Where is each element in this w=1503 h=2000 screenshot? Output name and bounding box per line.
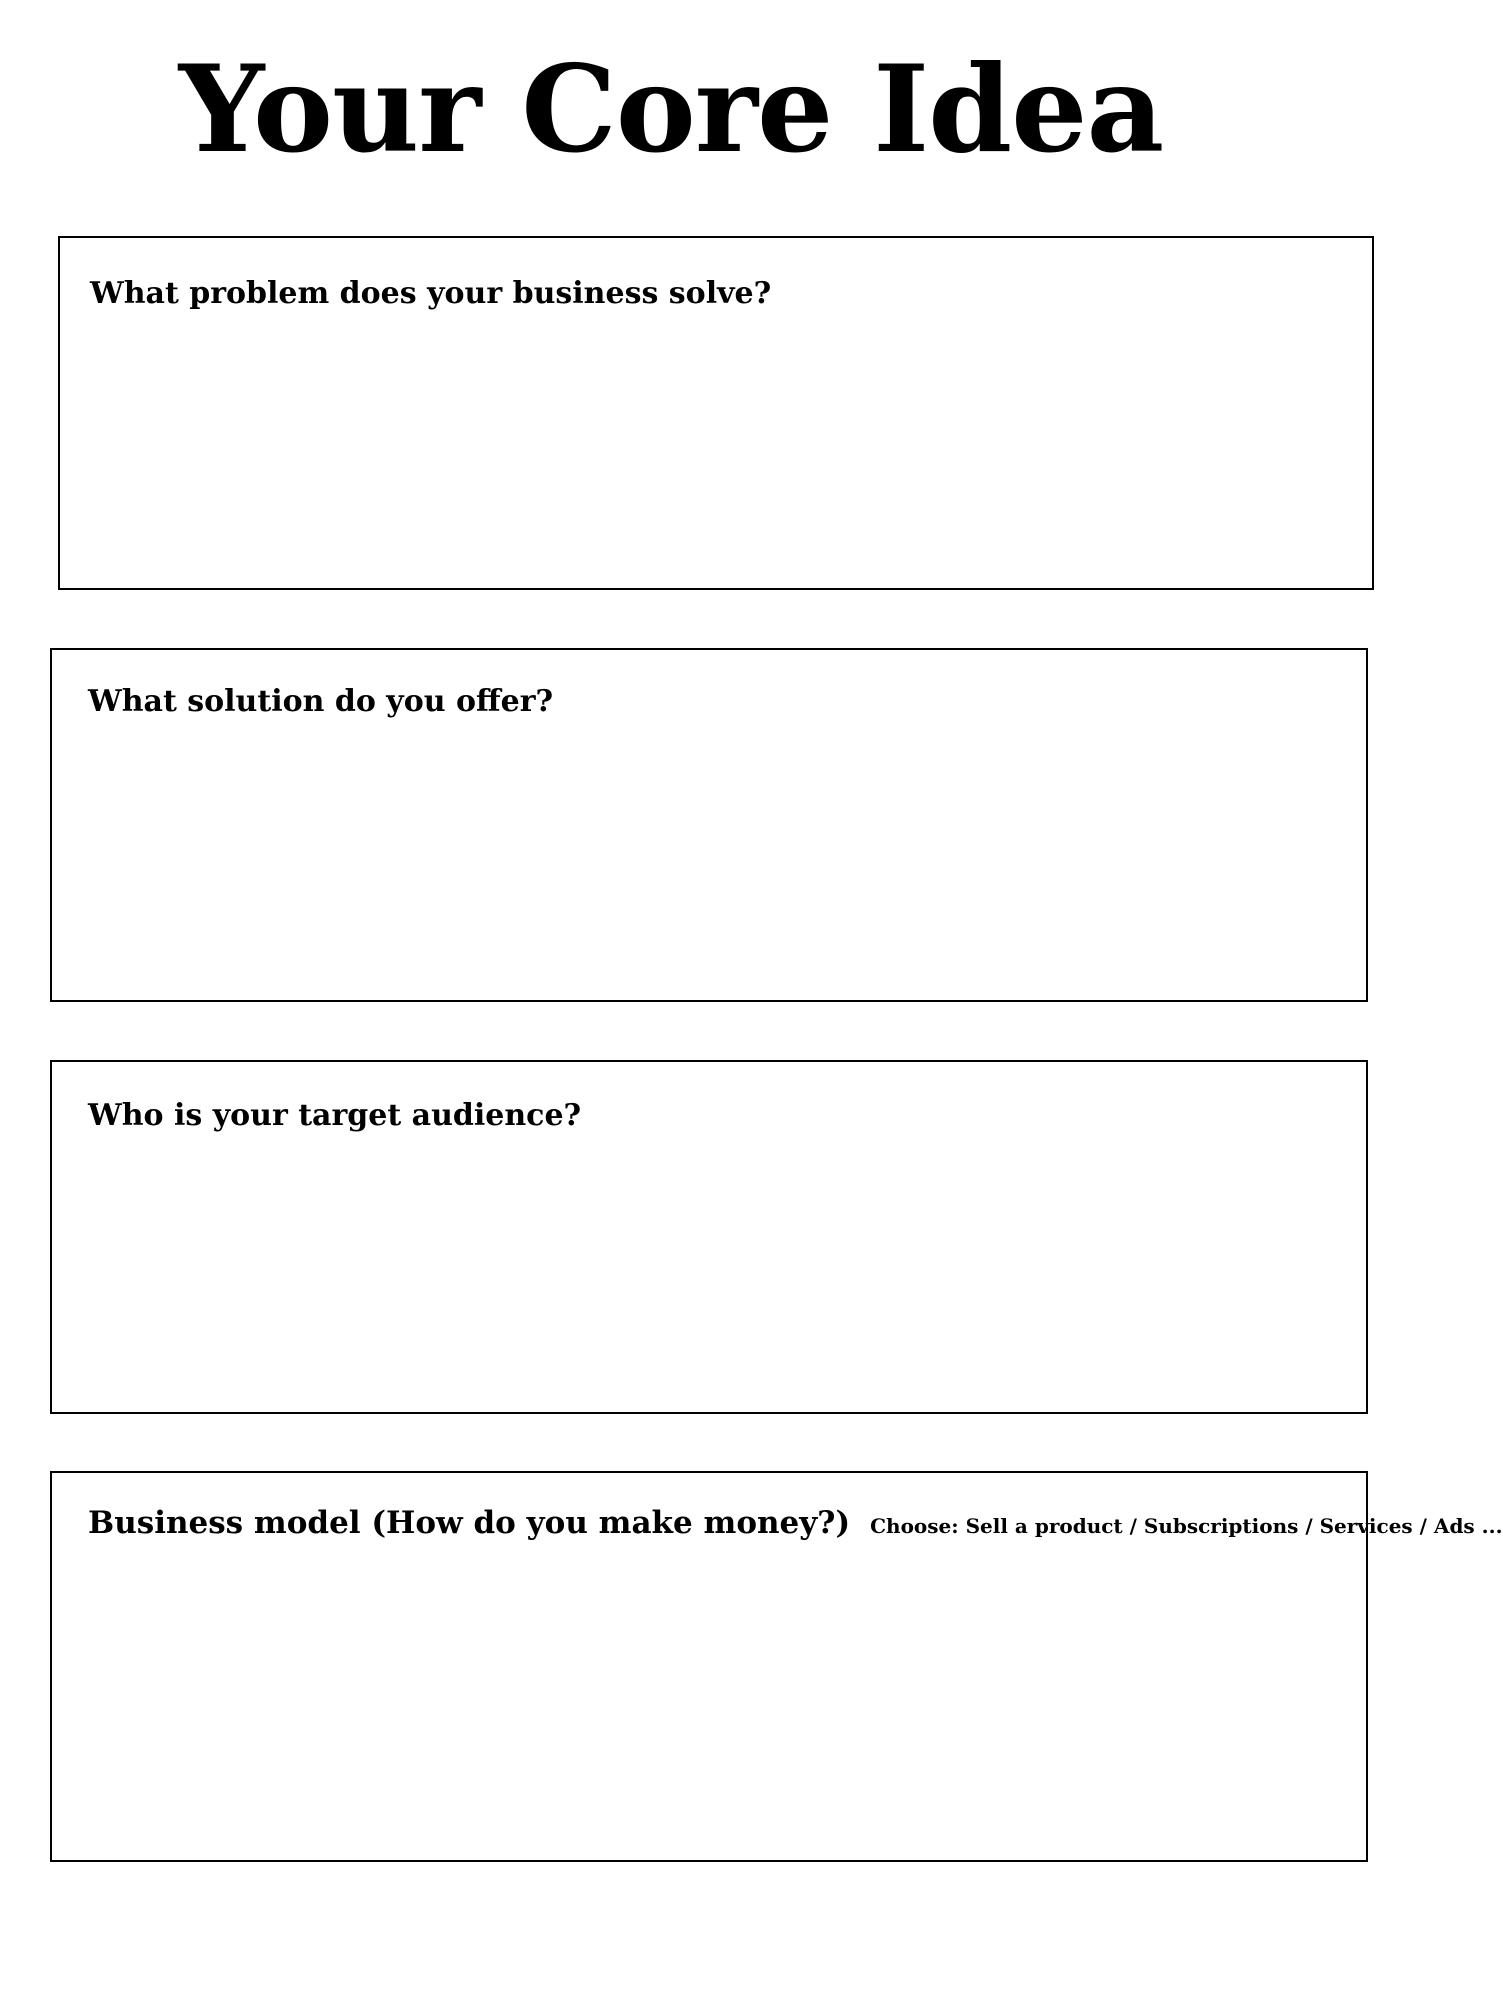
audience-prompt: Who is your target audience?: [88, 1098, 582, 1133]
page-title: Your Core Idea: [178, 39, 1164, 180]
solution-prompt: What solution do you offer?: [88, 684, 554, 719]
business-model-prompt: Business model (How do you make money?): [88, 1505, 851, 1541]
problem-answer-field[interactable]: [96, 338, 1336, 564]
business-model-answer-field[interactable]: [88, 1573, 1330, 1836]
problem-section: [58, 236, 1374, 590]
audience-section: [50, 1060, 1368, 1414]
business-model-heading: [88, 1505, 1503, 1541]
audience-answer-field[interactable]: [88, 1162, 1330, 1388]
solution-section: [50, 648, 1368, 1002]
business-model-hint: Choose: Sell a product / Subscriptions / Services / Ads ...: [870, 1514, 1503, 1538]
problem-prompt: What problem does your business solve?: [90, 276, 772, 311]
business-model-section: [50, 1471, 1503, 1862]
solution-answer-field[interactable]: [88, 750, 1330, 976]
